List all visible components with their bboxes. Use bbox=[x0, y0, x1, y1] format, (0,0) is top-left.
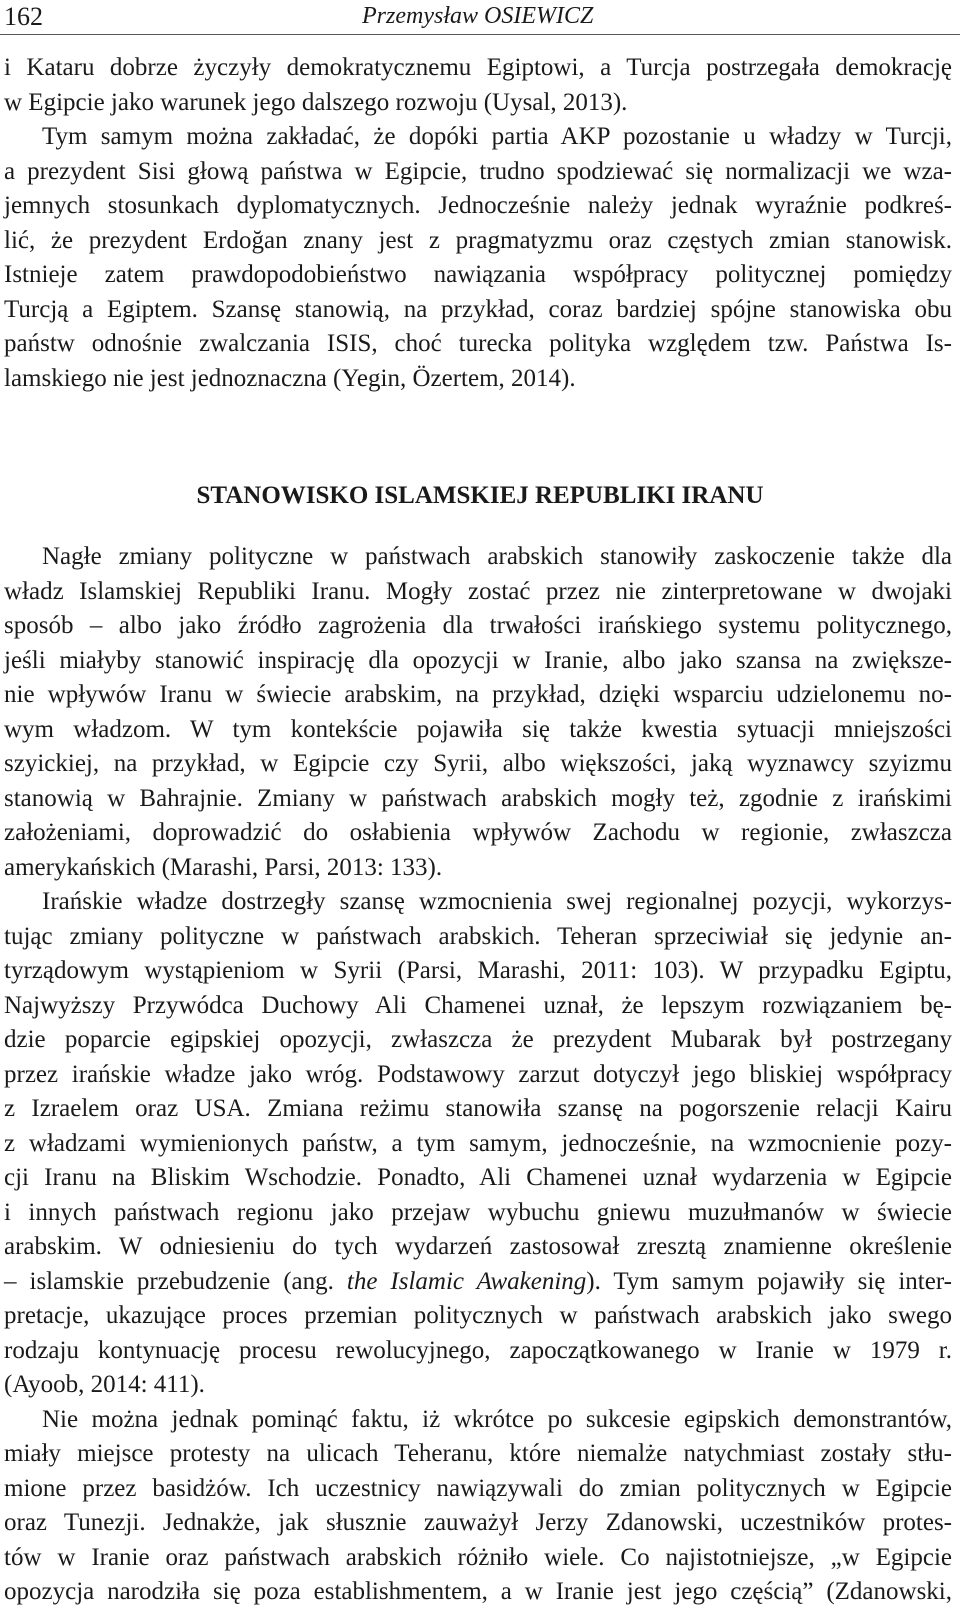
text-line: władz Islamskiej Republiki Iranu. Mogły zostać przez nie zinterpretowane w dwojaki bbox=[4, 577, 952, 605]
text-line: pretacje, ukazujące proces przemian politycznych w państwach arabskich jako swego bbox=[4, 1302, 952, 1329]
text-line: amerykańskich (Marashi, Parsi, 2013: 133). bbox=[4, 853, 443, 881]
text-line: tów w Iranie oraz państwach arabskich różniło wiele. Co najistotniejsze, „w Egipcie bbox=[4, 1543, 952, 1571]
text-line: Irańskie władze dostrzegły szansę wzmocnienia swej regionalnej pozycji, wykorzys- bbox=[42, 888, 952, 915]
text-span: ). Tym samym pojawiły się inter- bbox=[586, 1267, 952, 1295]
text-line: założeniami, doprowadzić do osłabienia wpływów Zachodu w regionie, zwłaszcza bbox=[4, 819, 952, 846]
text-line: dzie poparcie egipskiej opozycji, zwłaszcza że prezydent Mubarak był postrzegany bbox=[4, 1026, 952, 1053]
running-head: Przemysław OSIEWICZ bbox=[362, 3, 594, 29]
text-line: jeśli miałyby stanowić inspirację dla opozycji w Iranie, albo jako szansa na zwiększe- bbox=[4, 646, 952, 674]
text-line: (Ayoob, 2014: 411). bbox=[4, 1371, 205, 1398]
page-header bbox=[0, 0, 960, 35]
section-heading: STANOWISKO ISLAMSKIEJ REPUBLIKI IRANU bbox=[196, 482, 764, 509]
text-line: Turcją a Egiptem. Szansę stanowią, na przykład, coraz bardziej spójne stanowiska obu bbox=[4, 295, 952, 323]
text-line: tyrządowym wystąpieniom w Syrii (Parsi, Marashi, 2011: 103). W przypadku Egiptu, bbox=[4, 957, 952, 984]
text-line: w Egipcie jako warunek jego dalszego rozwoju (Uysal, 2013). bbox=[4, 88, 628, 116]
text-line: rodzaju kontynuację procesu rewolucyjnego, zapoczątkowanego w Iranie w 1979 r. bbox=[4, 1336, 952, 1364]
text-line: z Izraelem oraz USA. Zmiana reżimu stanowiła szansę na pogorszenie relacji Kairu bbox=[4, 1095, 952, 1122]
text-line: Najwyższy Przywódca Duchowy Ali Chamenei uznał, że lepszym rozwiązaniem bę- bbox=[4, 991, 952, 1019]
text-line: tując zmiany polityczne w państwach arabskich. Teheran sprzeciwiał się jedynie an- bbox=[4, 922, 952, 950]
text-line: miały miejsce protesty na ulicach Teheranu, które niemalże natychmiast zostały stłu- bbox=[4, 1440, 952, 1467]
text-line-with-italic bbox=[4, 1265, 952, 1300]
text-line: mione przez basidżów. Ich uczestnicy nawiązywali do zmian politycznych w Egipcie bbox=[4, 1474, 952, 1502]
text-line: stanowią w Bahrajnie. Zmiany w państwach arabskich mogły też, zgodnie z irańskimi bbox=[4, 784, 952, 812]
text-line: z władzami wymienionych państw, a tym samym, jednocześnie, na wzmocnienie pozy- bbox=[4, 1129, 952, 1157]
italic-term: the Islamic Awakening bbox=[346, 1267, 587, 1295]
text-span: – islamskie przebudzenie (ang. bbox=[4, 1267, 347, 1295]
text-line: i Kataru dobrze życzyły demokratycznemu Egiptowi, a Turcja postrzegała demokrację bbox=[4, 54, 952, 81]
text-line: opozycja narodziła się poza establishmentem, a w Iranie jest jego częścią” (Zdanowski, bbox=[4, 1578, 952, 1605]
text-line: arabskim. W odniesieniu do tych wydarzeń zastosował zresztą znamienne określenie bbox=[4, 1233, 952, 1260]
text-line: Tym samym można zakładać, że dopóki partia AKP pozostanie u władzy w Turcji, bbox=[42, 123, 952, 150]
text-line: lamskiego nie jest jednoznaczna (Yegin, Özertem, 2014). bbox=[4, 364, 576, 392]
text-line: oraz Tunezji. Jednakże, jak słusznie zauważył Jerzy Zdanowski, uczestników protes- bbox=[4, 1509, 952, 1536]
paragraph-1 bbox=[4, 51, 952, 396]
text-line: Istnieje zatem prawdopodobieństwo nawiązania współpracy politycznej pomiędzy bbox=[4, 261, 952, 288]
text-line: przez irańskie władze jako wróg. Podstawowy zarzut dotyczył jego bliskiej współpracy bbox=[4, 1060, 952, 1088]
text-line: sposób – albo jako źródło zagrożenia dla trwałości irańskiego systemu politycznego, bbox=[4, 612, 952, 639]
section-body bbox=[4, 540, 952, 1610]
text-line: jemnych stosunkach dyplomatycznych. Jednocześnie należy jednak wyraźnie podkreś- bbox=[4, 192, 952, 219]
text-line: i innych państwach regionu jako przejaw wybuchu gniewu muzułmanów w świecie bbox=[4, 1198, 952, 1226]
text-line: cji Iranu na Bliskim Wschodzie. Ponadto, Ali Chamenei uznał wydarzenia w Egipcie bbox=[4, 1164, 952, 1191]
text-line: wym władzom. W tym kontekście pojawiła się także kwestia sytuacji mniejszości bbox=[4, 715, 952, 743]
text-line: nie wpływów Iranu w świecie arabskim, na przykład, dzięki wsparciu udzielonemu no- bbox=[4, 681, 952, 708]
text-line: Nagłe zmiany polityczne w państwach arabskich stanowiły zaskoczenie także dla bbox=[42, 543, 952, 570]
text-line: a prezydent Sisi głową państwa w Egipcie, trudno spodziewać się normalizacji we wza- bbox=[4, 157, 952, 185]
text-line: lić, że prezydent Erdoğan znany jest z pragmatyzmu oraz częstych zmian stanowisk. bbox=[4, 226, 952, 254]
text-line: Nie można jednak pominąć faktu, iż wkrótce po sukcesie egipskich demonstrantów, bbox=[42, 1405, 952, 1433]
page-number: 162 bbox=[4, 2, 43, 31]
text-line: szyickiej, na przykład, w Egipcie czy Syrii, albo większości, jaką wyznawcy szyizmu bbox=[4, 750, 952, 777]
text-line: państw odnośnie zwalczania ISIS, choć turecka polityka względem tzw. Państwa Is- bbox=[4, 330, 952, 357]
